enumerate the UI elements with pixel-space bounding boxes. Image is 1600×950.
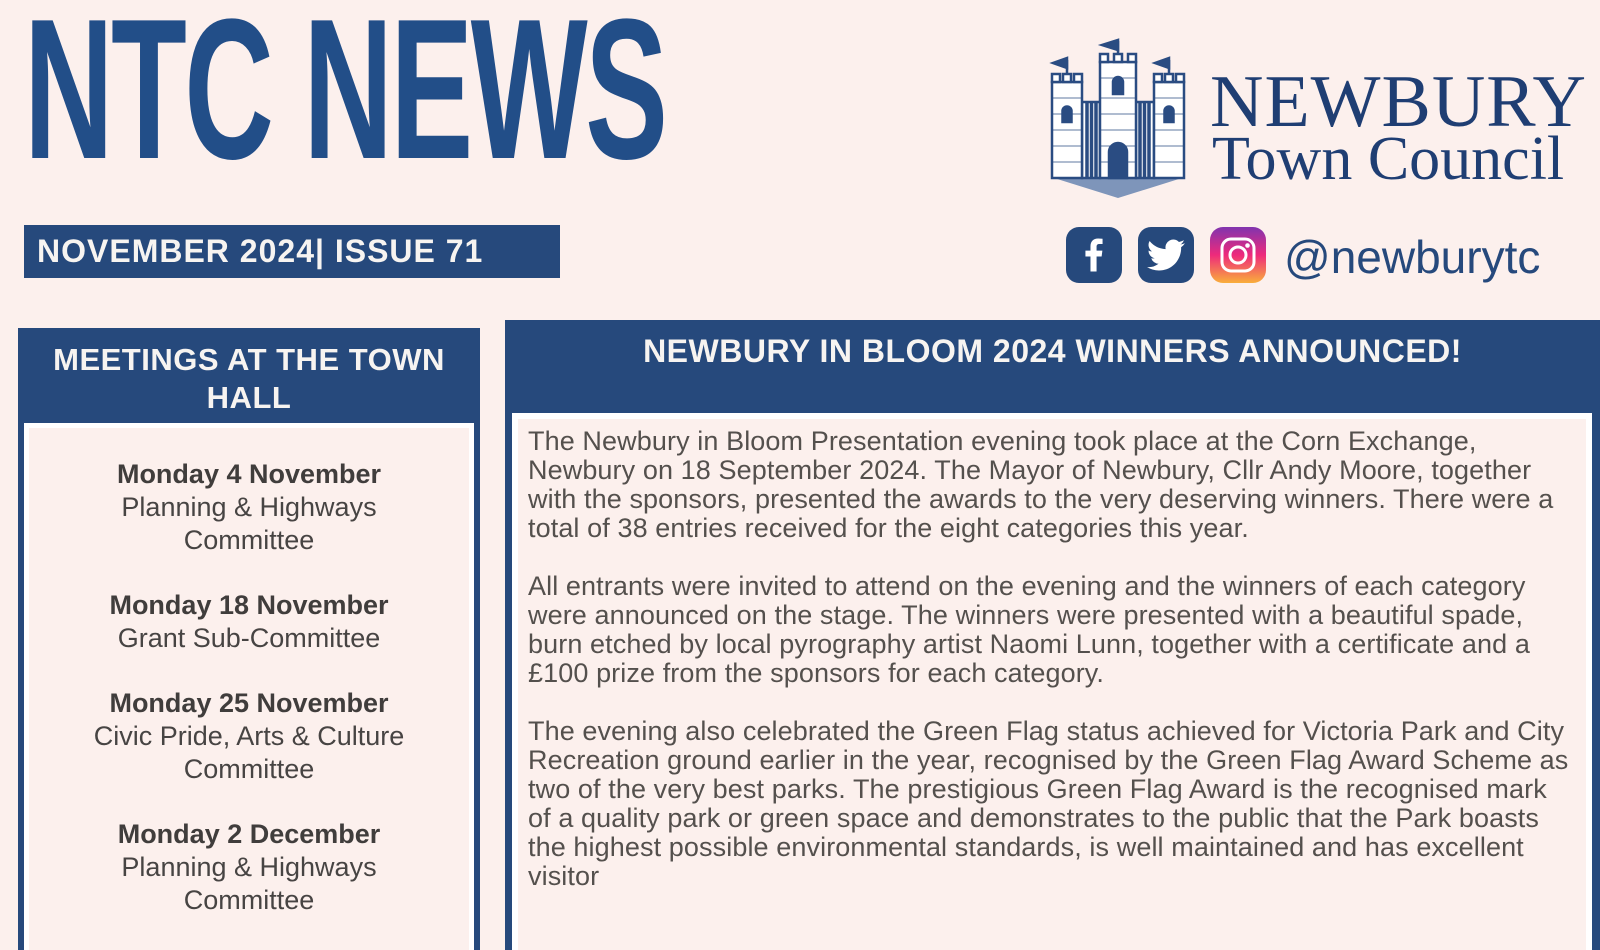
castle-icon	[1048, 38, 1188, 198]
meeting-date: Monday 2 December	[117, 819, 381, 849]
twitter-icon[interactable]	[1138, 227, 1194, 283]
article-title: NEWBURY IN BLOOM 2024 WINNERS ANNOUNCED!	[505, 320, 1600, 413]
meeting-committee: Civic Pride, Arts & Culture Committee	[93, 721, 405, 784]
meeting-list-item	[29, 818, 469, 917]
issue-date-bar: NOVEMBER 2024| ISSUE 71	[24, 225, 560, 278]
article-paragraph: All entrants were invited to attend on the evening and the winners of each category were announced on the stage. The winners were presented with a beautiful spade, burn etched by local pyrography artist Naomi Lunn, together with a certificate and a £100 prize from the sponsors for each category.	[528, 571, 1530, 688]
article-paragraph: The evening also celebrated the Green Flag status achieved for Victoria Park and City Recreation ground earlier in the year, recognised by the Green Flag Award Scheme as two of the very best parks. The prestigious Green Flag Award is the recognised mark of a quality park or green space and demonstrates to the public that the Park boasts the highest possible environmental standards, is well maintained and has excellent visitor	[528, 716, 1569, 891]
meeting-list-item	[29, 687, 469, 786]
facebook-icon[interactable]	[1066, 227, 1122, 283]
newsletter-title: NTC NEWS	[24, 0, 666, 201]
meeting-committee: Grant Sub-Committee	[117, 623, 381, 653]
meeting-committee: Planning & Highways Committee	[121, 852, 377, 915]
meetings-panel-title: MEETINGS AT THE TOWN HALL	[18, 328, 480, 423]
meetings-panel	[18, 423, 480, 950]
logo-name: NEWBURY	[1210, 61, 1587, 143]
meeting-date: Monday 4 November	[116, 459, 382, 489]
meeting-list-item	[29, 458, 469, 557]
instagram-icon[interactable]	[1210, 227, 1266, 283]
meeting-date: Monday 25 November	[109, 688, 389, 718]
article-paragraph: The Newbury in Bloom Presentation evening took place at the Corn Exchange, Newbury on 18 September 2024. The Mayor of Newbury, Cllr Andy Moore, together with the sponsors, presented the awards to the very deserving winners. There were a total of 38 entries received for the eight categories this year.	[528, 426, 1554, 543]
meeting-date: Monday 18 November	[109, 590, 389, 620]
meeting-list-item	[29, 589, 469, 655]
meeting-committee: Planning & Highways Committee	[121, 492, 377, 555]
social-handle: @newburytc	[1284, 231, 1541, 283]
logo-subname: Town Council	[1212, 125, 1565, 193]
article-panel	[505, 413, 1600, 950]
